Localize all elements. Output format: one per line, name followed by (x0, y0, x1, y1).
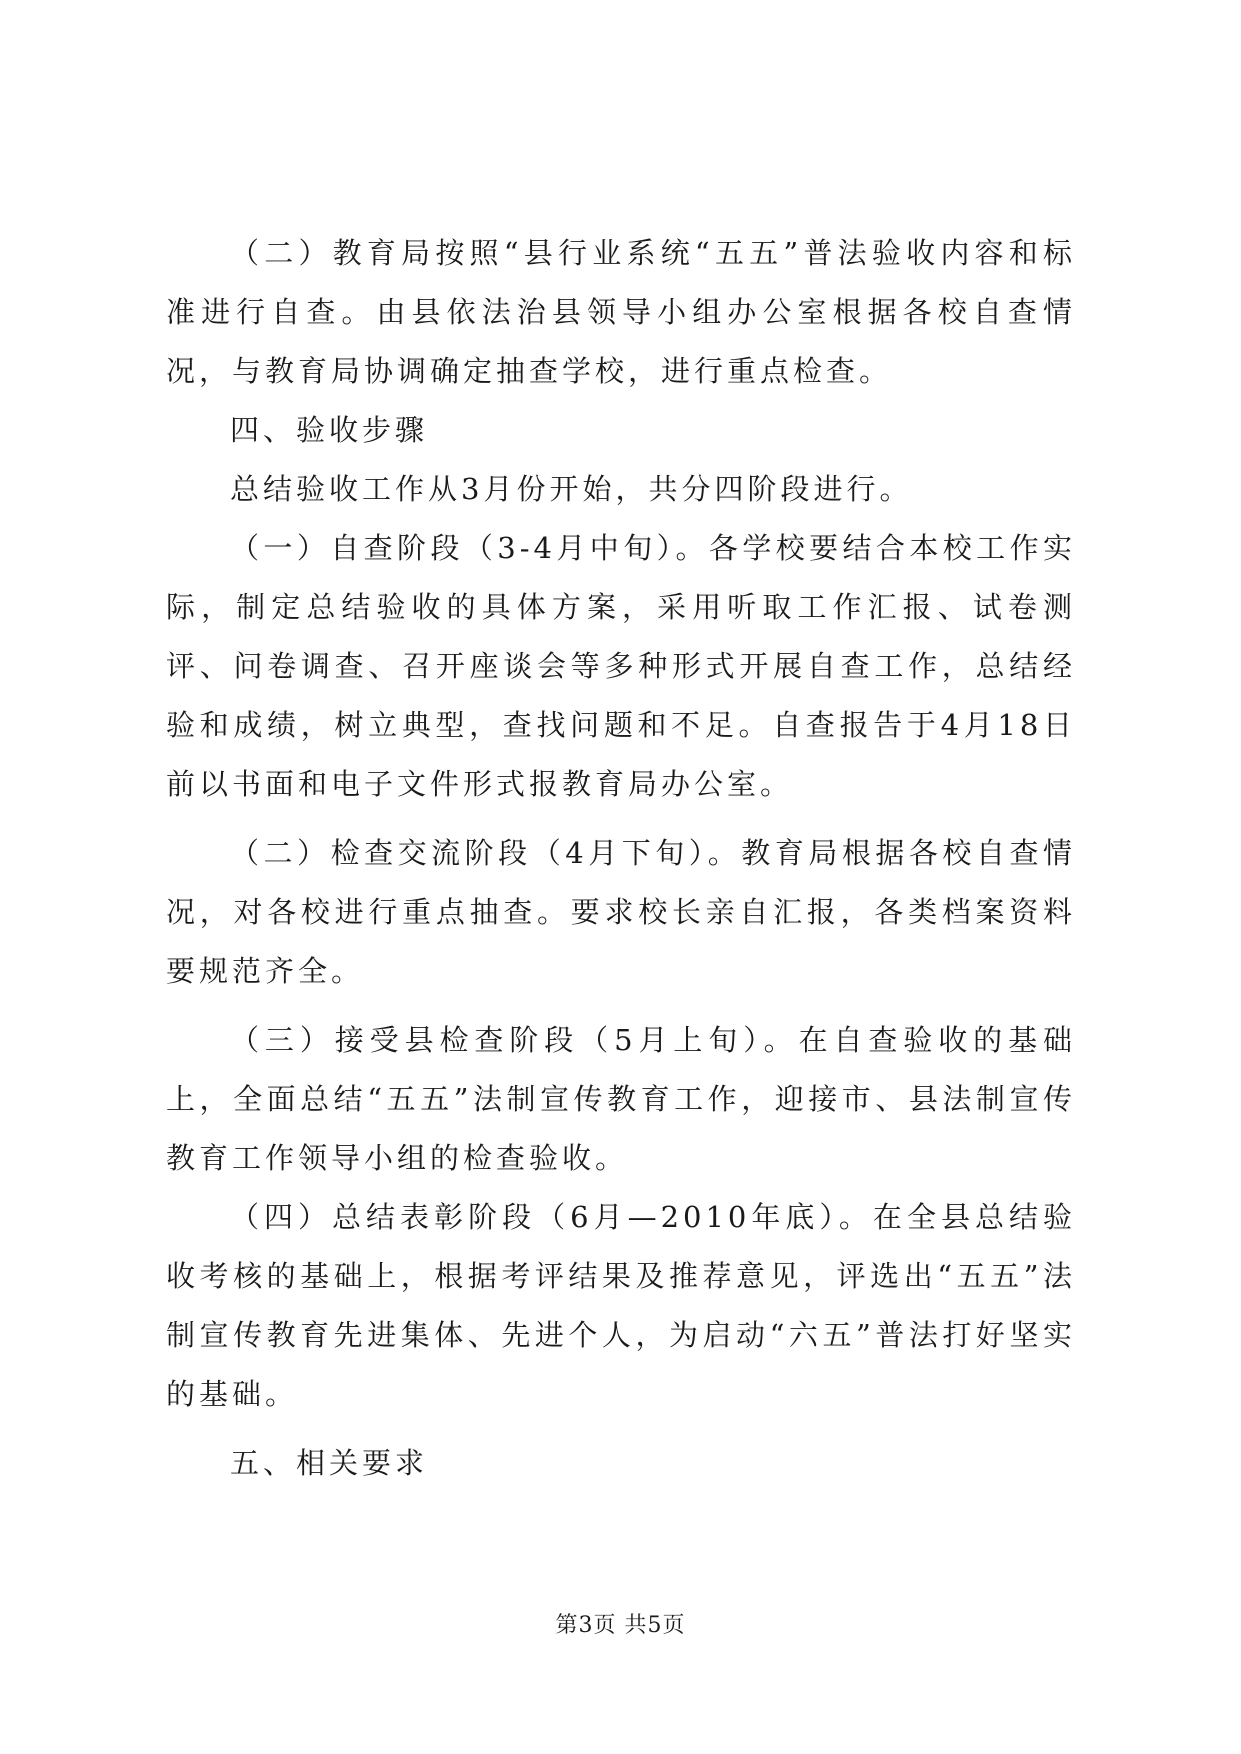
document-body (166, 224, 1076, 1493)
paragraph-county-inspection-stage: （三）接受县检查阶段（5月上旬）。在自查验收的基础上，全面总结“五五”法制宣传教育工作，迎接市、县法制宣传教育工作领导小组的检查验收。 (166, 1023, 1076, 1175)
paragraph-inspection-method: （二）教育局按照“县行业系统“五五”普法验收内容和标准进行自查。由县依法治县领导小组办公室根据各校自查情况，与教育局协调确定抽查学校，进行重点检查。 (166, 236, 1076, 388)
section-heading-related-requirements: 五、相关要求 (230, 1446, 429, 1480)
paragraph-self-check-stage: （一）自查阶段（3-4月中旬）。各学校要结合本校工作实际，制定总结验收的具体方案，采用听取工作汇报、试卷测评、问卷调查、召开座谈会等多种形式开展自查工作，总结经验和成绩，树立典型，查找问题和不足。自查报告于4月18日前以书面和电子文件形式报教育局办公室。 (166, 531, 1076, 801)
section-heading-acceptance-steps: 四、验收步骤 (230, 413, 429, 447)
paragraph-inspection-exchange-stage: （二）检查交流阶段（4月下旬）。教育局根据各校自查情况，对各校进行重点抽查。要求校长亲自汇报，各类档案资料要规范齐全。 (166, 836, 1076, 988)
page-number-footer: 第3页 共5页 (555, 1613, 686, 1638)
paragraph-schedule-overview: 总结验收工作从3月份开始，共分四阶段进行。 (230, 472, 913, 506)
paragraph-commendation-stage: （四）总结表彰阶段（6月—2010年底）。在全县总结验收考核的基础上，根据考评结果及推荐意见，评选出“五五”法制宣传教育先进集体、先进个人，为启动“六五”普法打好坚实的基础。 (166, 1200, 1076, 1411)
